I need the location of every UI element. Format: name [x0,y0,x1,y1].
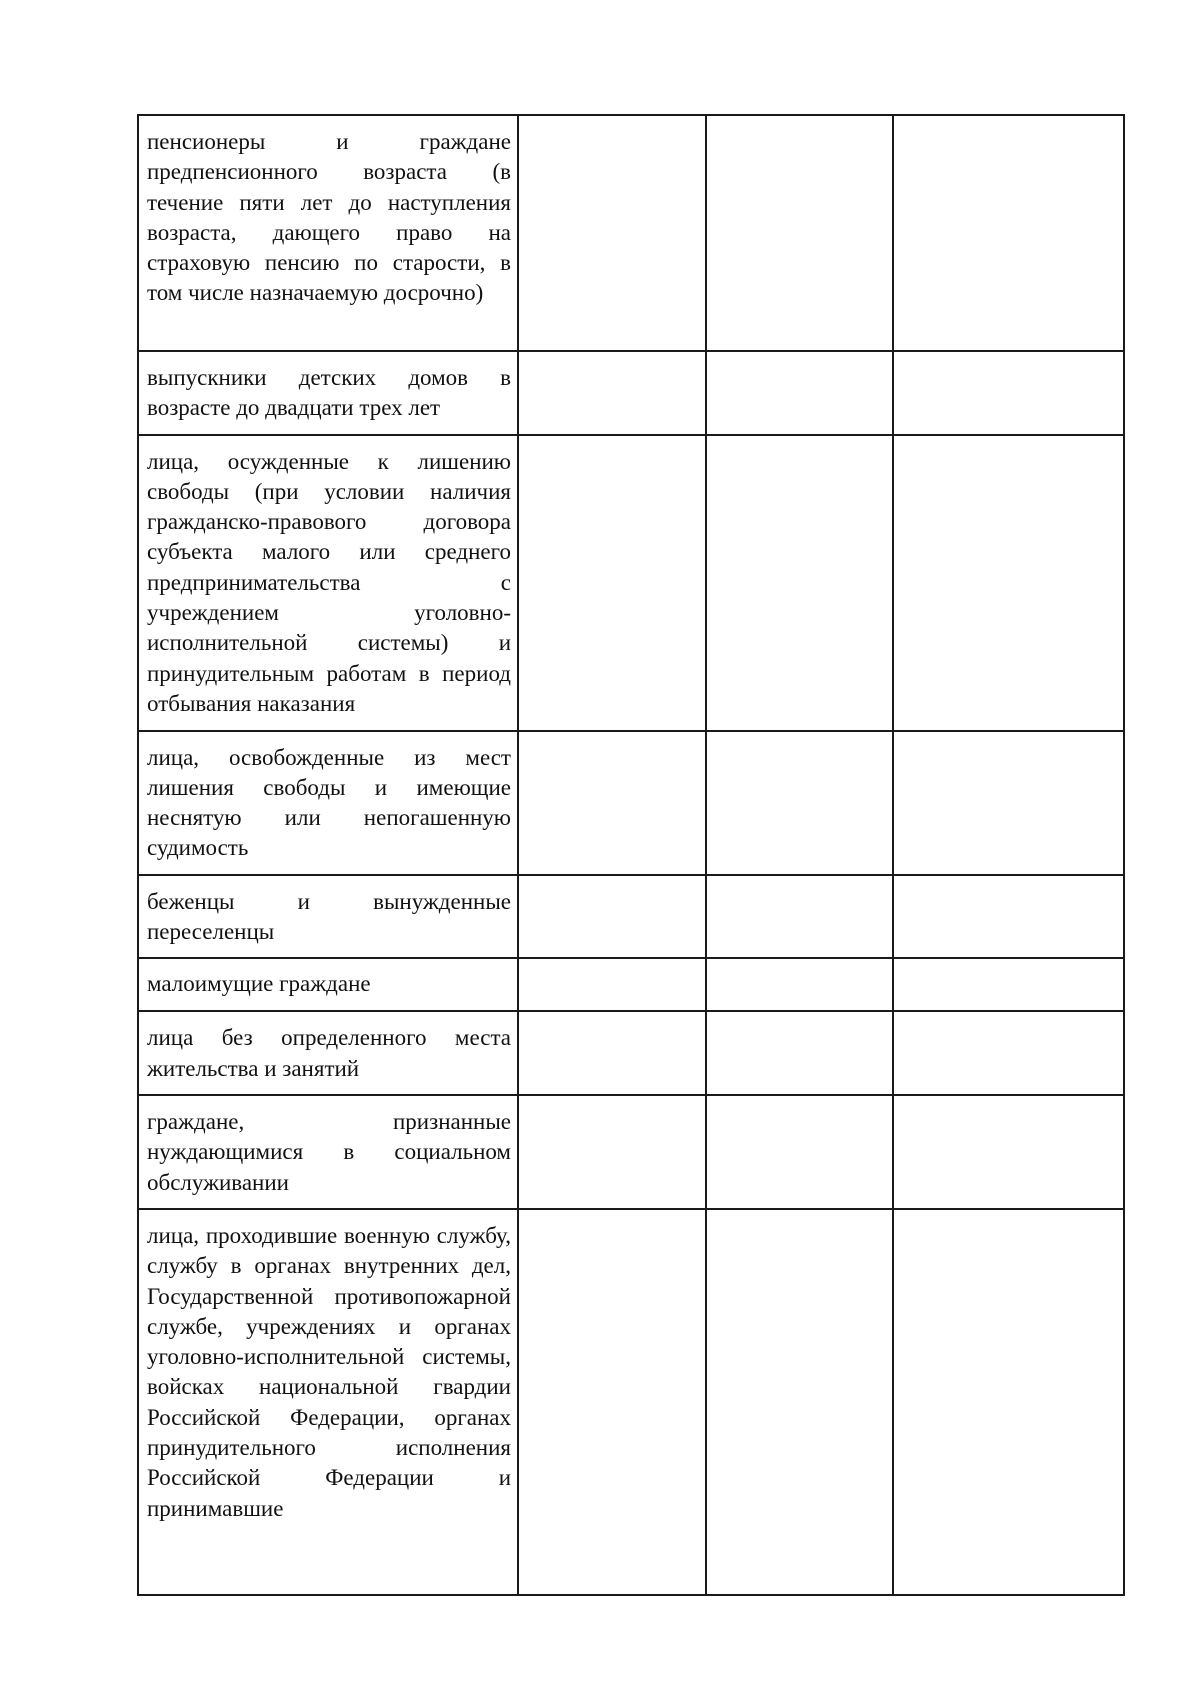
category-text: лица, проходившие военную службу, службу в органах внутренних дел, Государственной противопожарной службе, учреждениях и органах уголовно-исполнительной системы, войсках национальной гвардии Российской Федерации, органах принудительного исполнения Российской Федерации и принимавшие [147,1222,511,1521]
category-text: пенсионеры и граждане предпенсионного возраста (в течение пяти лет до наступления возраста, дающего право на страховую пенсию по старости, в том числе назначаемую досрочно) [147,129,511,306]
empty-cell [518,731,706,875]
empty-cell [893,1011,1124,1095]
table-row [138,875,1124,959]
category-cell [138,731,518,875]
empty-cell [706,435,893,731]
empty-cell [518,1209,706,1595]
empty-cell [893,435,1124,731]
category-text: лица без определенного места жительства и занятий [147,1025,511,1081]
empty-cell [518,958,706,1011]
empty-cell [706,875,893,959]
category-cell [138,1095,518,1209]
empty-cell [893,115,1124,351]
empty-cell [706,351,893,435]
beneficiary-categories-table [137,114,1125,1596]
category-cell [138,115,518,351]
table-row [138,1095,1124,1209]
category-cell [138,958,518,1011]
empty-cell [893,351,1124,435]
empty-cell [706,1209,893,1595]
category-text: беженцы и вынужденные переселенцы [147,888,511,945]
category-text: лица, осужденные к лишению свободы (при условии наличия гражданско-правового договора субъекта малого или среднего предпринимательства с учреждением уголовно-исполнительной системы) и принудительным работам в период отбывания наказания [147,448,511,716]
category-cell [138,351,518,435]
empty-cell [518,351,706,435]
empty-cell [893,1095,1124,1209]
table-row [138,958,1124,1011]
category-cell [138,1209,518,1595]
table-row [138,435,1124,731]
category-text: малоимущие граждане [147,971,371,997]
empty-cell [518,1095,706,1209]
empty-cell [518,435,706,731]
empty-cell [518,115,706,351]
table-row [138,351,1124,435]
empty-cell [706,958,893,1011]
category-text: лица, освобожденные из мест лишения свободы и имеющие неснятую или непогашенную судимость [147,744,511,861]
empty-cell [518,875,706,959]
empty-cell [893,1209,1124,1595]
category-text: выпускники детских домов в возрасте до двадцати трех лет [147,365,511,421]
empty-cell [706,1095,893,1209]
category-text: граждане, признанные нуждающимися в социальном обслуживании [147,1108,511,1195]
category-cell [138,1011,518,1095]
empty-cell [893,875,1124,959]
empty-cell [706,731,893,875]
empty-cell [893,731,1124,875]
table-row [138,1209,1124,1595]
empty-cell [706,115,893,351]
empty-cell [518,1011,706,1095]
table-row [138,115,1124,351]
category-cell [138,435,518,731]
table-row [138,731,1124,875]
table-row [138,1011,1124,1095]
empty-cell [893,958,1124,1011]
empty-cell [706,1011,893,1095]
category-cell [138,875,518,959]
